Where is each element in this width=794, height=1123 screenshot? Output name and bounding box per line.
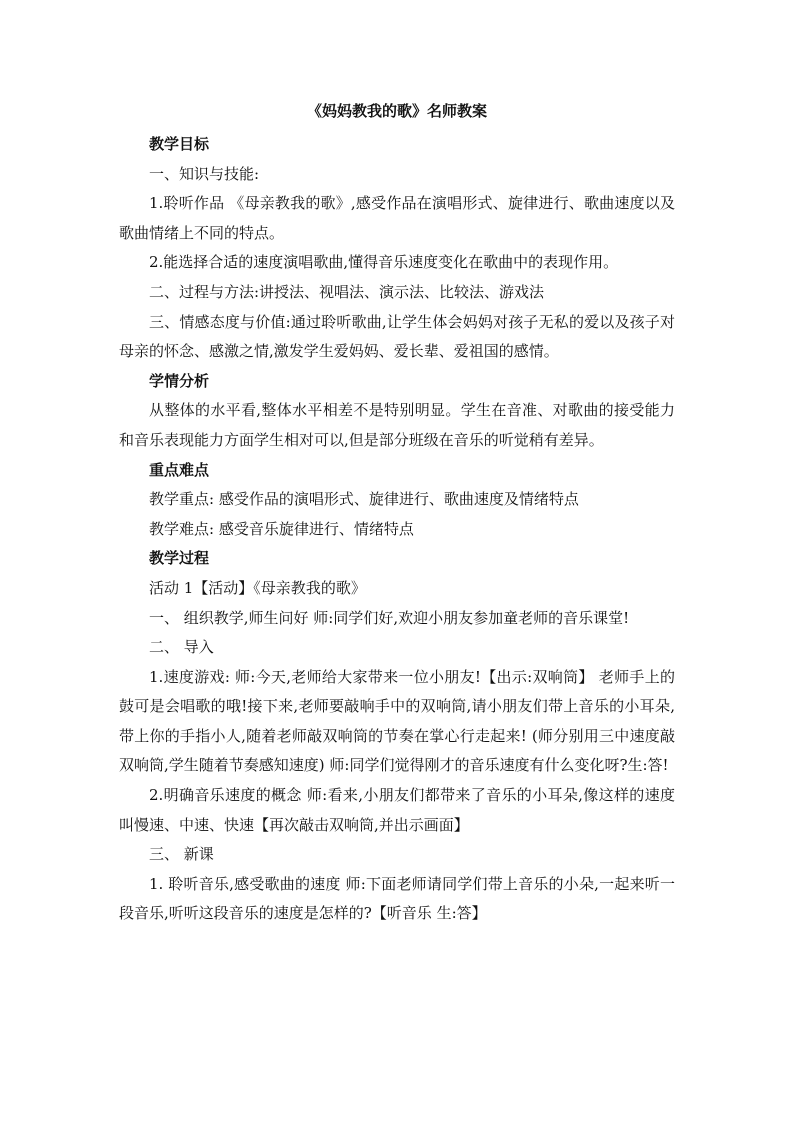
paragraph: 教学重点: 感受作品的演唱形式、旋律进行、歌曲速度及情绪特点 — [149, 490, 579, 509]
document-body — [119, 130, 675, 929]
page-title: 《妈妈教我的歌》名师教案 — [306, 102, 487, 120]
paragraph: 一、 组织教学,师生问好 师:同学们好,欢迎小朋友参加童老师的音乐课堂! — [149, 608, 630, 627]
section-heading-analysis: 学情分析 — [149, 371, 210, 390]
paragraph: 三、 新课 — [149, 845, 214, 864]
paragraph: 三、情感态度与价值:通过聆听歌曲,让学生体会妈妈对孩子无私的爱以及孩子对母亲的怀念、感激之情,激发学生爱妈妈、爱长辈、爱祖国的感情。 — [119, 312, 675, 361]
section-heading-process: 教学过程 — [149, 549, 210, 568]
paragraph: 从整体的水平看,整体水平相差不是特别明显。学生在音准、对歌曲的接受能力和音乐表现能力方面学生相对可以,但是部分班级在音乐的听觉稍有差异。 — [119, 401, 675, 449]
paragraph: 一、知识与技能: — [149, 164, 260, 183]
paragraph: 教学难点: 感受音乐旋律进行、情绪特点 — [149, 519, 414, 538]
paragraph: 1.聆听作品 《母亲教我的歌》,感受作品在演唱形式、旋律进行、歌曲速度以及歌曲情绪上不同的特点。 — [119, 194, 675, 242]
paragraph: 二、 导入 — [149, 638, 214, 657]
section-heading-key-points: 重点难点 — [149, 460, 210, 479]
paragraph: 2.明确音乐速度的概念 师:看来,小朋友们都带来了音乐的小耳朵,像这样的速度叫慢速、中速、快速【再次敲击双响筒,并出示画面】 — [119, 786, 675, 834]
paragraph: 1. 聆听音乐,感受歌曲的速度 师:下面老师请同学们带上音乐的小朵,一起来听一段音乐,听听这段音乐的速度是怎样的?【听音乐 生:答】 — [119, 874, 675, 923]
paragraph: 活动 1【活动】《母亲教我的歌》 — [149, 578, 366, 597]
section-heading-objectives: 教学目标 — [149, 135, 210, 153]
paragraph: 2.能选择合适的速度演唱歌曲,懂得音乐速度变化在歌曲中的表现作用。 — [149, 253, 619, 272]
paragraph: 1.速度游戏: 师:今天,老师给大家带来一位小朋友!【出示:双响筒】 老师手上的鼓可是会唱歌的哦!接下来,老师要敲响手中的双响筒,请小朋友们带上音乐的小耳朵,带上你的手指小人,随着老师敲双响筒的节奏在掌心行走起来! (师分别用三中速度敲双响筒,学生随着节奏感知速度) 师:同学们觉得刚才的音乐速度有什么变化呀?生:答! — [119, 667, 675, 775]
paragraph: 二、过程与方法:讲授法、视唱法、演示法、比较法、游戏法 — [149, 282, 545, 301]
